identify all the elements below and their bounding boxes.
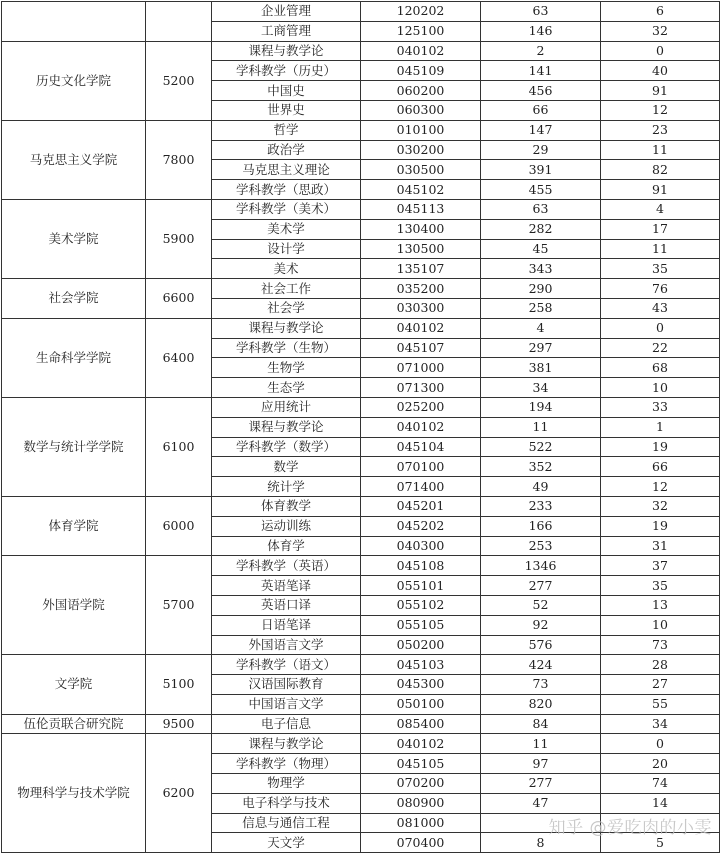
major-name: 学科教学（历史）	[212, 61, 361, 81]
applicants: 84	[481, 714, 601, 734]
major-name: 课程与教学论	[212, 41, 361, 61]
major-code: 030500	[361, 160, 481, 180]
applicants: 11	[481, 417, 601, 437]
admissions-table	[1, 1, 720, 853]
admitted: 20	[601, 754, 720, 774]
major-name: 学科教学（生物）	[212, 338, 361, 358]
admitted: 6	[601, 2, 720, 22]
college-name: 生命科学学院	[2, 318, 146, 397]
college-code: 9500	[146, 714, 212, 734]
college-name: 体育学院	[2, 496, 146, 555]
major-name: 统计学	[212, 477, 361, 497]
major-code: 035200	[361, 279, 481, 299]
college-code: 6000	[146, 496, 212, 555]
college-name: 伍伦贡联合研究院	[2, 714, 146, 734]
applicants: 277	[481, 576, 601, 596]
college-name: 文学院	[2, 655, 146, 714]
college-name: 外国语学院	[2, 556, 146, 655]
admitted: 34	[601, 714, 720, 734]
major-name: 英语口译	[212, 595, 361, 615]
admitted: 82	[601, 160, 720, 180]
major-name: 应用统计	[212, 397, 361, 417]
major-name: 课程与教学论	[212, 417, 361, 437]
college-name: 历史文化学院	[2, 41, 146, 120]
table-row	[2, 655, 720, 675]
table-row	[2, 714, 720, 734]
major-code: 045103	[361, 655, 481, 675]
applicants: 2	[481, 41, 601, 61]
major-code: 070200	[361, 774, 481, 794]
admitted: 31	[601, 536, 720, 556]
applicants: 194	[481, 397, 601, 417]
applicants: 391	[481, 160, 601, 180]
major-name: 学科教学（数学）	[212, 437, 361, 457]
admitted: 35	[601, 576, 720, 596]
applicants: 253	[481, 536, 601, 556]
admitted: 22	[601, 338, 720, 358]
major-name: 课程与教学论	[212, 734, 361, 754]
major-name: 数学	[212, 457, 361, 477]
admitted: 0	[601, 734, 720, 754]
major-name: 信息与通信工程	[212, 813, 361, 833]
admitted: 13	[601, 595, 720, 615]
admitted: 0	[601, 41, 720, 61]
admitted: 27	[601, 675, 720, 695]
applicants: 141	[481, 61, 601, 81]
college-name: 美术学院	[2, 199, 146, 278]
admitted: 32	[601, 496, 720, 516]
major-code: 040102	[361, 734, 481, 754]
major-name: 电子信息	[212, 714, 361, 734]
major-code: 070400	[361, 833, 481, 853]
college-code: 5100	[146, 655, 212, 714]
major-code: 045300	[361, 675, 481, 695]
major-code: 060200	[361, 81, 481, 101]
college-name: 物理科学与技术学院	[2, 734, 146, 853]
college-code: 5900	[146, 199, 212, 278]
major-name: 学科教学（思政）	[212, 180, 361, 200]
admitted: 43	[601, 298, 720, 318]
major-name: 世界史	[212, 100, 361, 120]
applicants: 63	[481, 199, 601, 219]
major-name: 学科教学（英语）	[212, 556, 361, 576]
applicants: 146	[481, 21, 601, 41]
watermark: 知乎 @爱吃肉的小雯	[548, 818, 712, 838]
applicants: 52	[481, 595, 601, 615]
major-code: 045202	[361, 516, 481, 536]
major-code: 055102	[361, 595, 481, 615]
major-code: 130500	[361, 239, 481, 259]
admitted: 4	[601, 199, 720, 219]
major-code: 120202	[361, 2, 481, 22]
major-code: 050200	[361, 635, 481, 655]
admitted: 14	[601, 793, 720, 813]
major-code: 040102	[361, 318, 481, 338]
major-code: 040102	[361, 417, 481, 437]
major-name: 电子科学与技术	[212, 793, 361, 813]
applicants: 73	[481, 675, 601, 695]
college-code: 6200	[146, 734, 212, 853]
applicants: 34	[481, 378, 601, 398]
table-row	[2, 496, 720, 516]
major-name: 物理学	[212, 774, 361, 794]
applicants: 49	[481, 477, 601, 497]
admitted: 73	[601, 635, 720, 655]
major-name: 学科教学（语文）	[212, 655, 361, 675]
major-code: 135107	[361, 259, 481, 279]
major-code: 050100	[361, 694, 481, 714]
major-name: 政治学	[212, 140, 361, 160]
admitted: 74	[601, 774, 720, 794]
applicants: 820	[481, 694, 601, 714]
table-row	[2, 556, 720, 576]
major-name: 外国语言文学	[212, 635, 361, 655]
admitted: 55	[601, 694, 720, 714]
major-code: 130400	[361, 219, 481, 239]
major-name: 企业管理	[212, 2, 361, 22]
major-name: 社会工作	[212, 279, 361, 299]
admitted: 23	[601, 120, 720, 140]
major-code: 080900	[361, 793, 481, 813]
major-name: 中国史	[212, 81, 361, 101]
major-name: 哲学	[212, 120, 361, 140]
major-code: 030300	[361, 298, 481, 318]
applicants: 63	[481, 2, 601, 22]
major-name: 课程与教学论	[212, 318, 361, 338]
table-row	[2, 199, 720, 219]
applicants: 45	[481, 239, 601, 259]
major-code: 071400	[361, 477, 481, 497]
admitted: 11	[601, 140, 720, 160]
major-name: 学科教学（美术）	[212, 199, 361, 219]
admitted: 19	[601, 516, 720, 536]
admitted: 12	[601, 100, 720, 120]
major-code: 025200	[361, 397, 481, 417]
major-code: 081000	[361, 813, 481, 833]
major-code: 045109	[361, 61, 481, 81]
applicants: 343	[481, 259, 601, 279]
college-name: 社会学院	[2, 279, 146, 319]
major-name: 汉语国际教育	[212, 675, 361, 695]
applicants: 233	[481, 496, 601, 516]
college-code: 6100	[146, 397, 212, 496]
admitted: 1	[601, 417, 720, 437]
admitted: 76	[601, 279, 720, 299]
college-code: 5700	[146, 556, 212, 655]
admitted: 10	[601, 615, 720, 635]
applicants: 424	[481, 655, 601, 675]
major-name: 英语笔译	[212, 576, 361, 596]
applicants: 455	[481, 180, 601, 200]
college-name: 马克思主义学院	[2, 120, 146, 199]
major-name: 社会学	[212, 298, 361, 318]
college-name	[2, 2, 146, 42]
major-name: 设计学	[212, 239, 361, 259]
major-name: 运动训练	[212, 516, 361, 536]
applicants: 297	[481, 338, 601, 358]
table-row	[2, 279, 720, 299]
major-name: 天文学	[212, 833, 361, 853]
major-name: 生态学	[212, 378, 361, 398]
college-code: 6600	[146, 279, 212, 319]
admitted: 32	[601, 21, 720, 41]
major-code: 045201	[361, 496, 481, 516]
admitted: 91	[601, 81, 720, 101]
table-row	[2, 397, 720, 417]
major-code: 060300	[361, 100, 481, 120]
major-code: 040102	[361, 41, 481, 61]
applicants: 147	[481, 120, 601, 140]
major-code: 125100	[361, 21, 481, 41]
applicants: 277	[481, 774, 601, 794]
major-name: 日语笔译	[212, 615, 361, 635]
major-code: 045102	[361, 180, 481, 200]
admitted: 35	[601, 259, 720, 279]
major-name: 美术学	[212, 219, 361, 239]
applicants: 8	[481, 833, 601, 853]
applicants: 456	[481, 81, 601, 101]
admitted: 66	[601, 457, 720, 477]
applicants: 258	[481, 298, 601, 318]
major-name: 美术	[212, 259, 361, 279]
major-name: 马克思主义理论	[212, 160, 361, 180]
college-code: 6400	[146, 318, 212, 397]
admitted: 91	[601, 180, 720, 200]
major-code: 010100	[361, 120, 481, 140]
major-code: 045104	[361, 437, 481, 457]
major-code: 045113	[361, 199, 481, 219]
applicants: 282	[481, 219, 601, 239]
major-code: 055105	[361, 615, 481, 635]
college-code: 7800	[146, 120, 212, 199]
applicants: 29	[481, 140, 601, 160]
college-code	[146, 2, 212, 42]
applicants: 47	[481, 793, 601, 813]
applicants: 576	[481, 635, 601, 655]
major-code: 040300	[361, 536, 481, 556]
major-code: 055101	[361, 576, 481, 596]
admitted: 10	[601, 378, 720, 398]
college-name: 数学与统计学学院	[2, 397, 146, 496]
major-code: 045108	[361, 556, 481, 576]
major-code: 030200	[361, 140, 481, 160]
applicants: 4	[481, 318, 601, 338]
major-code: 085400	[361, 714, 481, 734]
admitted: 37	[601, 556, 720, 576]
table-row	[2, 318, 720, 338]
major-code: 071000	[361, 358, 481, 378]
admitted: 12	[601, 477, 720, 497]
admitted: 5	[601, 833, 720, 853]
major-code: 045107	[361, 338, 481, 358]
applicants: 97	[481, 754, 601, 774]
applicants: 381	[481, 358, 601, 378]
major-name: 体育学	[212, 536, 361, 556]
major-code: 071300	[361, 378, 481, 398]
major-name: 生物学	[212, 358, 361, 378]
admitted: 19	[601, 437, 720, 457]
applicants: 166	[481, 516, 601, 536]
table-row	[2, 41, 720, 61]
applicants: 290	[481, 279, 601, 299]
admitted: 0	[601, 318, 720, 338]
table-body	[2, 2, 720, 853]
applicants: 352	[481, 457, 601, 477]
admitted: 68	[601, 358, 720, 378]
applicants: 1346	[481, 556, 601, 576]
applicants: 92	[481, 615, 601, 635]
major-name: 体育教学	[212, 496, 361, 516]
applicants: 66	[481, 100, 601, 120]
college-code: 5200	[146, 41, 212, 120]
admitted: 11	[601, 239, 720, 259]
applicants: 11	[481, 734, 601, 754]
table-row	[2, 120, 720, 140]
major-code: 070100	[361, 457, 481, 477]
major-name: 工商管理	[212, 21, 361, 41]
admitted: 33	[601, 397, 720, 417]
admitted: 28	[601, 655, 720, 675]
major-name: 中国语言文学	[212, 694, 361, 714]
admitted: 40	[601, 61, 720, 81]
admitted: 17	[601, 219, 720, 239]
table-row	[2, 734, 720, 754]
applicants: 522	[481, 437, 601, 457]
major-name: 学科教学（物理）	[212, 754, 361, 774]
table-row	[2, 2, 720, 22]
major-code: 045105	[361, 754, 481, 774]
